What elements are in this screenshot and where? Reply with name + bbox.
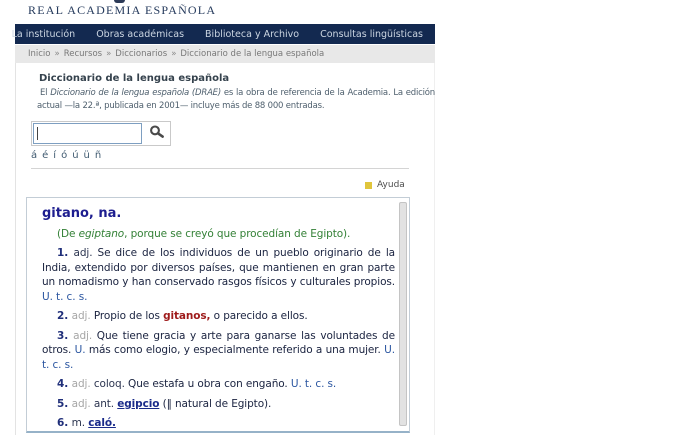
help-link[interactable] bbox=[365, 180, 405, 190]
breadcrumb-separator: » bbox=[106, 49, 112, 59]
sense-item bbox=[42, 329, 395, 373]
special-chars-row bbox=[31, 150, 101, 161]
search-box bbox=[31, 121, 171, 146]
entry-headword: gitano, na. bbox=[42, 206, 122, 221]
usage-link[interactable]: U. t. c. s. bbox=[290, 378, 337, 390]
sense-item bbox=[42, 377, 395, 392]
text-caret bbox=[37, 127, 38, 140]
abbr-coloq[interactable]: coloq. bbox=[93, 378, 129, 390]
sense-item bbox=[42, 246, 395, 304]
sense-text: más como elogio, y especialmente referido a una mujer. bbox=[85, 344, 385, 356]
abbr-adj[interactable]: adj. bbox=[71, 397, 94, 410]
nav-item-consultas-linguisticas[interactable]: Consultas lingüísticas bbox=[320, 28, 423, 40]
magnifier-icon bbox=[149, 124, 165, 143]
sense-text: Que estafa u obra con engaño. bbox=[128, 378, 291, 390]
abbr-adj[interactable]: adj. bbox=[71, 310, 94, 322]
sense-number: 3. bbox=[57, 329, 74, 342]
search-button[interactable] bbox=[143, 122, 170, 145]
etymology-text: (De bbox=[57, 228, 79, 240]
section-divider bbox=[31, 168, 409, 169]
main-content bbox=[15, 63, 435, 435]
special-char-o[interactable]: ó bbox=[61, 150, 68, 161]
sense-number: 4. bbox=[57, 378, 72, 390]
sense-text: o parecido a ellos. bbox=[210, 310, 308, 322]
xref-egipcio[interactable]: egipcio bbox=[117, 397, 160, 410]
breadcrumb-inicio[interactable]: Inicio bbox=[28, 49, 51, 59]
breadcrumb-current-page: Diccionario de la lengua española bbox=[180, 49, 325, 59]
panel-scrollbar[interactable] bbox=[399, 202, 407, 426]
breadcrumb-separator: » bbox=[171, 49, 177, 59]
entry-etymology bbox=[57, 228, 383, 240]
page-title: Diccionario de la lengua española bbox=[39, 73, 230, 84]
breadcrumb-recursos[interactable]: Recursos bbox=[63, 49, 103, 59]
sense-number: 1. bbox=[57, 247, 74, 259]
sense-item bbox=[42, 397, 395, 412]
intro-text: El bbox=[40, 88, 51, 98]
intro-drae-italic: Diccionario de la lengua española (DRAE) bbox=[50, 88, 221, 98]
rae-logo-title: REAL ACADEMIA ESPAÑOLA bbox=[28, 3, 217, 17]
sense-text: Se dice de los individuos de un pueblo originario de la India, extendido por diversos países, que mantienen en gran parte un nomadismo y han conservado rasgos físicos y culturales propios. bbox=[42, 247, 395, 288]
special-char-u-dieresis[interactable]: ü bbox=[83, 150, 90, 161]
special-char-a[interactable]: á bbox=[31, 150, 38, 161]
nav-item-biblioteca-archivo[interactable]: Biblioteca y Archivo bbox=[205, 28, 300, 40]
xref-gitanos[interactable]: gitanos, bbox=[163, 310, 211, 322]
etymology-italic-word: egiptano bbox=[78, 228, 125, 240]
usage-link[interactable]: U. t. c. s. bbox=[42, 344, 395, 371]
xref-calo[interactable]: caló. bbox=[88, 417, 116, 429]
abbr-adj[interactable]: adj. bbox=[73, 247, 98, 259]
breadcrumb-separator: » bbox=[54, 49, 60, 59]
breadcrumb bbox=[15, 45, 435, 63]
abbr-adj[interactable]: adj. bbox=[71, 378, 94, 390]
sense-number: 2. bbox=[57, 310, 72, 322]
intro-paragraph bbox=[37, 87, 435, 113]
sense-number: 5. bbox=[57, 397, 72, 410]
breadcrumb-diccionarios[interactable]: Diccionarios bbox=[115, 49, 168, 59]
dictionary-entry-panel bbox=[26, 197, 410, 433]
usage-link[interactable]: U. t. c. s. bbox=[42, 290, 88, 303]
help-label: Ayuda bbox=[377, 180, 405, 190]
abbr-m[interactable]: m. bbox=[71, 417, 89, 429]
sense-item bbox=[42, 309, 395, 324]
sense-text: Propio de los bbox=[93, 310, 164, 322]
nav-item-obras-academicas[interactable]: Obras académicas bbox=[96, 28, 185, 40]
usage-link[interactable]: U. bbox=[74, 344, 86, 356]
main-nav bbox=[11, 24, 435, 44]
search-input[interactable] bbox=[33, 123, 142, 144]
help-bullet-icon bbox=[365, 182, 372, 189]
abbr-adj[interactable]: adj. bbox=[73, 329, 97, 342]
abbr-ant[interactable]: ant. bbox=[93, 397, 118, 410]
sense-number: 6. bbox=[57, 417, 72, 429]
nav-item-la-institucion[interactable]: La institución bbox=[11, 28, 76, 40]
intro-text: es la obra de referencia de la Academia. La edición actual —la 22.ª, publicada en 2001— incluye más de 88 000 entradas. bbox=[37, 88, 435, 111]
sense-list bbox=[27, 246, 409, 431]
etymology-text: , porque se creyó que procedían de Egipto). bbox=[124, 228, 351, 240]
sense-text: (‖ natural de Egipto). bbox=[159, 397, 272, 410]
sense-text: Que tiene gracia y arte para ganarse las voluntades de otros. bbox=[42, 329, 395, 356]
special-char-n-tilde[interactable]: ñ bbox=[94, 150, 102, 161]
sense-item bbox=[42, 416, 395, 431]
special-char-e[interactable]: é bbox=[42, 150, 49, 161]
special-char-u[interactable]: ú bbox=[72, 150, 79, 161]
special-char-i[interactable]: í bbox=[53, 150, 57, 161]
